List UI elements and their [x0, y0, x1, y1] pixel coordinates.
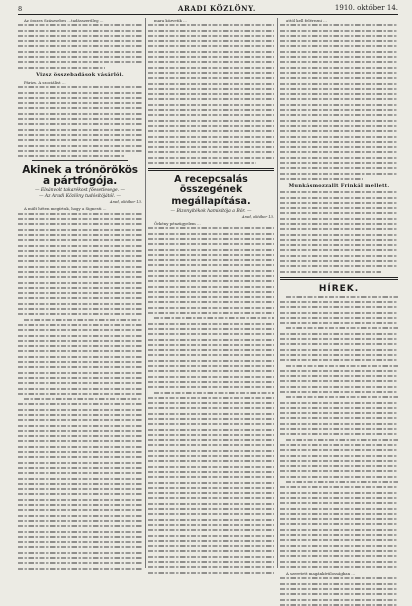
issue-date: 1910. október 14.: [334, 4, 398, 12]
text-block: [280, 191, 398, 272]
double-rule: [280, 277, 398, 280]
separator: [32, 160, 128, 161]
text-block: [18, 86, 142, 157]
article-dateline: Arad, október 13.: [242, 215, 274, 220]
text-block: [280, 296, 398, 568]
article-headline: Akinek a trónörökös a pártfogója.: [22, 164, 138, 188]
article-dateline: Arad, október 13.: [110, 200, 142, 205]
article-text: attól kell felérezni ...: [286, 18, 327, 23]
text-block: [280, 577, 398, 605]
column-3: [280, 18, 398, 577]
column-divider: [277, 18, 278, 568]
article-text: Párizs. A szociálist ...: [24, 79, 66, 85]
article-headline-line2: megállapítása.: [171, 196, 251, 208]
news-section-heading: HÍREK.: [318, 283, 360, 294]
text-block: [148, 24, 274, 164]
article-text: A szeretett magánkívülosságban ...: [286, 571, 356, 577]
section-subheading: Munkásmozzallt Frinkál mellett.: [288, 183, 390, 190]
column-divider: [145, 18, 146, 568]
column-2: [148, 18, 274, 568]
column-1: [18, 18, 142, 568]
text-block: [148, 227, 274, 573]
newspaper-title: ARADI KÖZLÖNY.: [178, 4, 256, 13]
text-block: [18, 213, 142, 570]
article-text: mara közvetik ...: [154, 18, 187, 23]
text-block: [18, 24, 142, 68]
article-text: Az összes Szászsebes ...tadásszerűleg ...: [24, 18, 104, 23]
article-byline: — Az Aradi Közlöny tudósítójától. —: [38, 194, 122, 200]
article-text: A múlt héten megírtuk, hogy a Signesti ...: [24, 206, 107, 212]
double-rule: [148, 168, 274, 171]
article-headline: A recepcsalás összegének: [174, 174, 248, 196]
text-block: [280, 24, 398, 180]
page-number: 8: [18, 5, 23, 13]
article-subheading: — Elsánvolt takarékost főesetlesege. —: [35, 188, 125, 194]
section-subheading: Vizsz összebadások vásárlói.: [36, 71, 124, 78]
article-subheading: — Bizonyítékok hamisítója a Bör. —: [170, 209, 252, 215]
header-rule: [18, 14, 398, 15]
article-text: Örkény pénzügyelem ...: [154, 221, 201, 227]
